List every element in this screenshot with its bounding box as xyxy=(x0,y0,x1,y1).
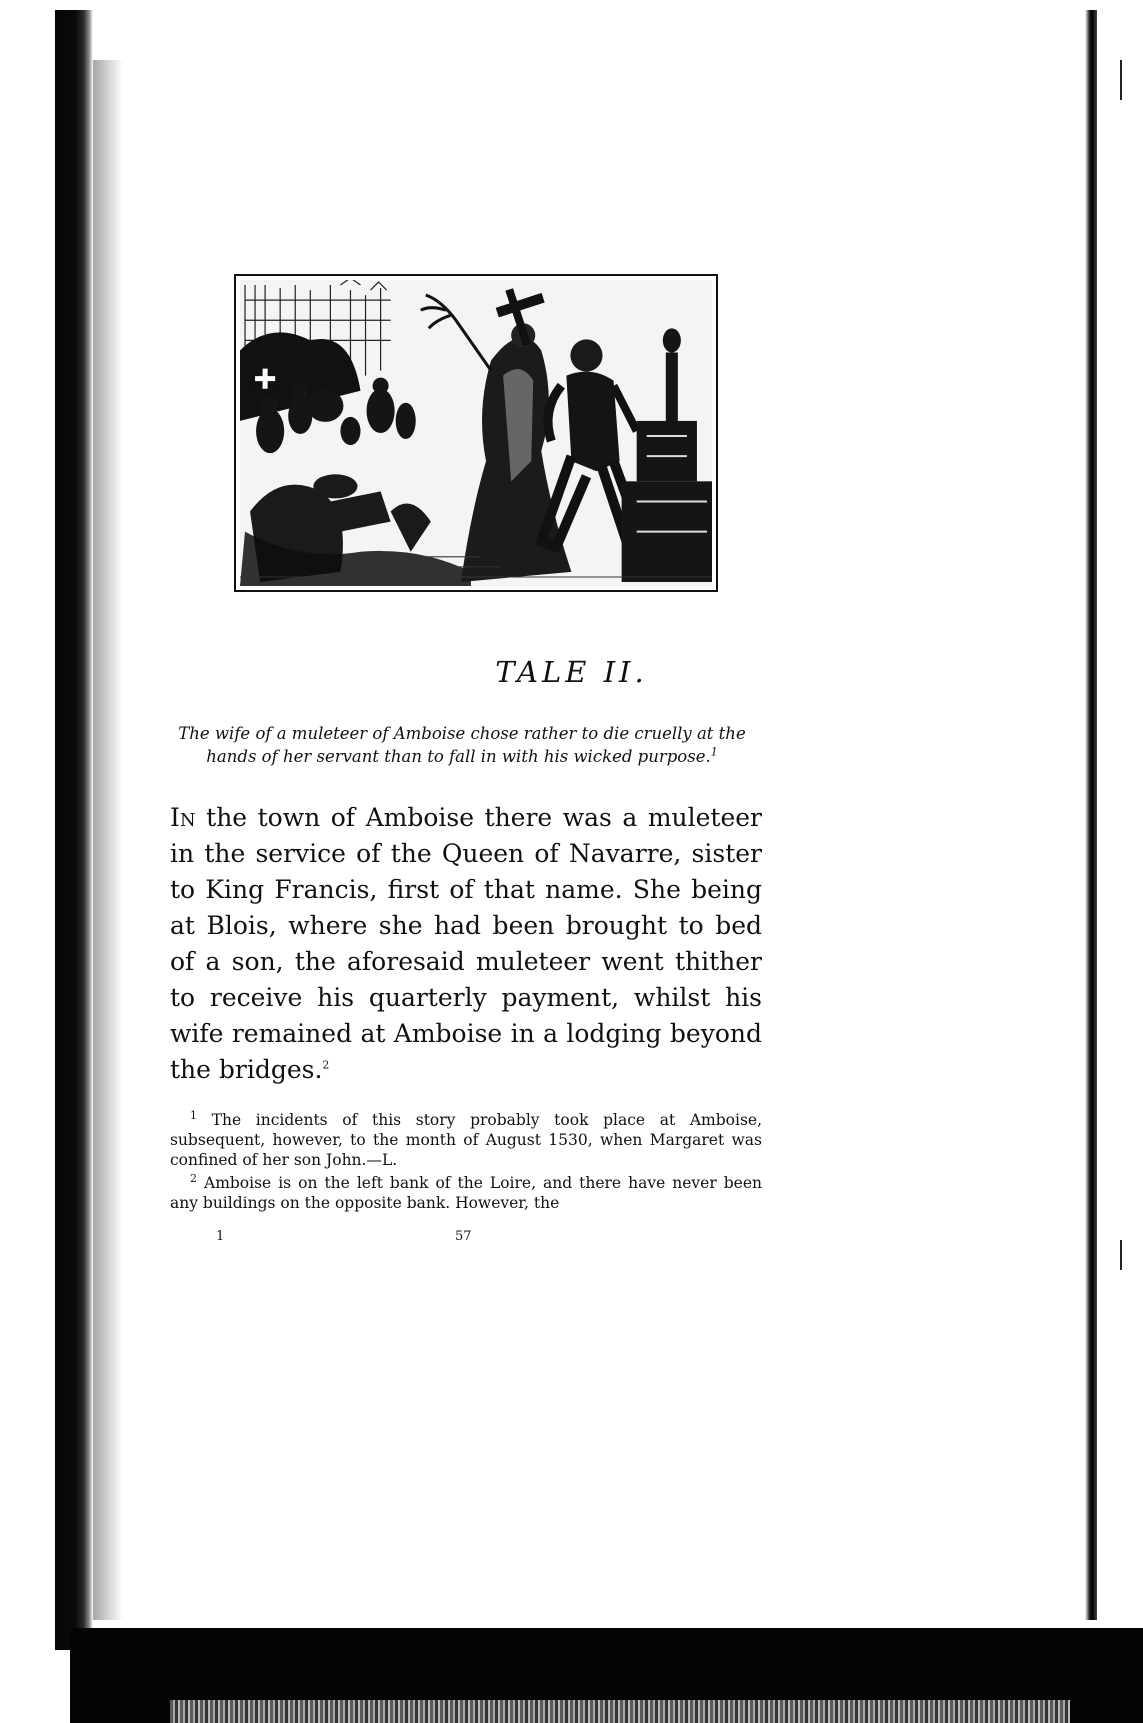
tale-title: TALE II. xyxy=(495,655,648,689)
footnote-text: The incidents of this story probably took place at Amboise, subsequent, however, to the month of August 1530, when Margaret was confined of her son John.—L. xyxy=(170,1111,762,1169)
engraving-illustration xyxy=(240,280,712,586)
edge-mark xyxy=(1120,60,1122,100)
footnotes xyxy=(170,1110,762,1216)
page-edge-right xyxy=(1085,10,1097,1620)
argument-footnote-ref: 1 xyxy=(710,745,718,759)
signature-mark: 1 xyxy=(216,1229,225,1244)
edge-mark xyxy=(1120,1240,1122,1270)
footnote-mark: 1 xyxy=(190,1108,197,1122)
page-number: 57 xyxy=(455,1229,472,1244)
argument-text: The wife of a muleteer of Amboise chose rather to die cruelly at the hands of her servant than to fall in with his wicked purpose. xyxy=(178,724,746,766)
scan-bottom-fringe xyxy=(170,1700,1070,1723)
illustration-plate xyxy=(234,274,718,592)
footnote-mark: 2 xyxy=(190,1171,197,1185)
body-paragraph xyxy=(170,800,762,1088)
body-text: the town of Amboise there was a muleteer in the service of the Queen of Navarre, sister to King Francis, first of that name. She being at Blois, where she had been brought to bed of a son, the aforesaid muleteer went thither to receive his quarterly payment, whilst his wife remained at Amboise in a lodging beyond the bridges. xyxy=(170,803,762,1084)
body-footnote-ref: 2 xyxy=(322,1058,330,1072)
gutter-shadow xyxy=(93,60,123,1620)
book-spine-shadow xyxy=(55,10,93,1650)
tale-argument xyxy=(162,722,762,768)
footnote-text: Amboise is on the left bank of the Loire, and there have never been any buildings on the opposite bank. However, the xyxy=(170,1174,762,1212)
footnote-1 xyxy=(170,1110,762,1170)
drop-cap: In xyxy=(170,803,196,832)
footnote-2 xyxy=(170,1173,762,1213)
